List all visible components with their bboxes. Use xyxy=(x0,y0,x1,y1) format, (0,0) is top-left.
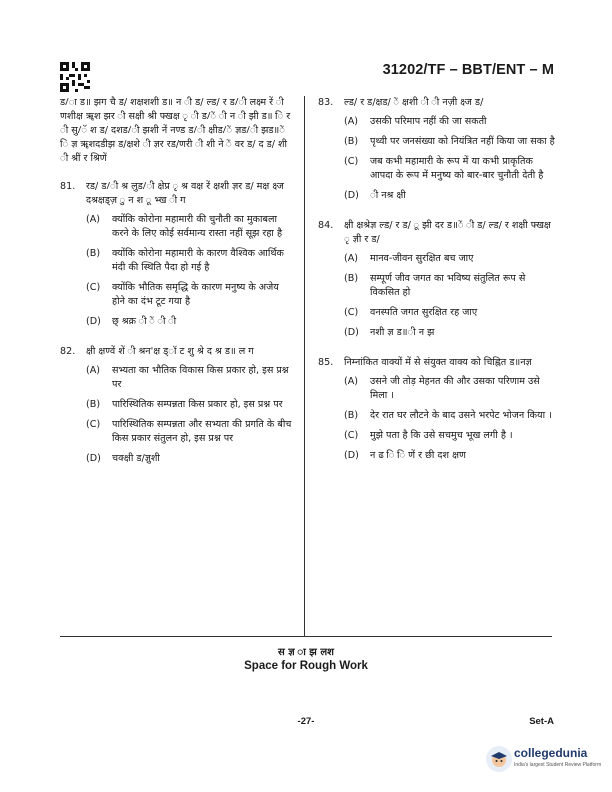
option-label: (C) xyxy=(86,419,101,430)
option-text: उसने जी तोड़ मेहनत की और उसका परिणाम उसे मिला । xyxy=(370,376,540,401)
option-text: क्योंकि कोरोना महामारी के कारण वैश्विक आर्थिक मंदी की स्थिति पैदा हो गई है xyxy=(112,248,284,273)
option-c xyxy=(344,429,558,443)
option-text: क्योंकि भौतिक समृद्धि के कारण मनुष्य के अजेय होने का दंभ टूट गया है xyxy=(112,282,279,307)
footer-rule xyxy=(60,636,552,637)
option-b xyxy=(86,247,292,275)
option-a xyxy=(344,115,558,129)
option-text: छ् श्रक्र ी ें ी ी xyxy=(112,316,177,327)
option-text: पारिस्थितिक सम्पन्नता किस प्रकार हो, इस प्रश्न पर xyxy=(112,399,283,410)
option-label: (B) xyxy=(86,399,101,410)
question-number: 84. xyxy=(318,220,334,231)
option-label: (A) xyxy=(86,365,101,376)
question-85 xyxy=(318,356,558,463)
option-label: (D) xyxy=(344,190,359,201)
option-text: चक्क्षी ड/ज्ञुशी xyxy=(112,453,160,464)
question-stem: ल्ड/ र ड/क्षड/ ें क्षशी ी ी नज़ी क्ष्ज ड/ xyxy=(344,97,484,108)
passage-continuation: ड/ा ड॥ झग चै ड/ शक्षशशी ड॥ न ी ड/ ल्ड/ र ड/ी लक्ष्म रें ी णशीक्ष ॠश झर ी सक्षी श्री फ्खक्ष ृ ी ड/ें ी न ी झी ड॥ ि र ी सु/ॅ श ड/ दशड/ी झशी नें नण्ड ड/ी क्षीड/ें ज्ञड/ी झड॥ें ि ज्ञ ॠशदडीझ ड/क्षशे ी ज्ञर रड/णरी ी शी ने ें वर ड/ द ड/ शी ी श्रीं र श्रिणें xyxy=(60,97,291,164)
option-text: सभ्यता का भौतिक विकास किस प्रकार हो, इस प्रश्न पर xyxy=(112,365,289,390)
question-number: 82. xyxy=(60,346,76,357)
option-text: सम्पूर्ण जीव जगत का भविष्य संतुलित रूप से विकसित हो xyxy=(370,273,526,298)
option-label: (A) xyxy=(344,116,359,127)
page-number: -27- xyxy=(297,716,315,727)
collegedunia-logo xyxy=(486,744,602,776)
option-a xyxy=(86,213,292,241)
option-b xyxy=(344,409,558,423)
question-83 xyxy=(318,96,558,203)
option-a xyxy=(344,252,558,266)
question-number: 81. xyxy=(60,181,76,192)
left-column xyxy=(60,96,292,482)
option-text: पारिस्थितिक सम्पन्नता और सभ्यता की प्रगति के बीच किस प्रकार संतुलन हो, इस प्रश्न पर xyxy=(112,419,292,444)
option-c xyxy=(344,155,558,183)
option-label: (A) xyxy=(344,253,359,264)
option-label: (D) xyxy=(86,453,101,464)
option-b xyxy=(86,398,292,412)
option-label: (D) xyxy=(344,327,359,338)
option-d xyxy=(344,189,558,203)
option-label: (B) xyxy=(344,410,359,421)
question-stem: रड/ ड/ी श्र लुड/ी क्षेप्र ृ श्र वक्ष रें क्षशी ज्ञर ड/ मक्ष क्ष्ज दश्रक्षड्ज़ ु न श ू भ्ख ी ग xyxy=(86,181,284,206)
option-label: (A) xyxy=(86,214,101,225)
option-b xyxy=(344,135,558,149)
question-number: 83. xyxy=(318,97,334,108)
question-stem: क्षी क्षश्रेज्ञ ल्ड/ र ड/ ू झी दर ड॥ें ी ड/ ल्ड/ र शक्षी फ्खक्ष ृ ज्ञी र ड/ xyxy=(344,220,551,245)
option-label: (B) xyxy=(344,273,359,284)
option-text: ी नश्र क्षी xyxy=(370,190,406,201)
option-label: (C) xyxy=(344,156,359,167)
option-label: (A) xyxy=(344,376,359,387)
option-text: न ढ ि ि णें र छी दश क्षण xyxy=(370,450,466,461)
option-label: (C) xyxy=(344,307,359,318)
qr-code xyxy=(60,62,90,92)
option-d xyxy=(344,449,558,463)
option-text: देर रात घर लौटने के बाद उसने भरपेट भोजन किया । xyxy=(370,410,552,421)
option-label: (D) xyxy=(344,450,359,461)
rough-work-hindi: स ज्ञ ा झ लश xyxy=(278,647,334,658)
option-text: उसकी परिमाप नहीं की जा सकती xyxy=(370,116,487,127)
option-text: जब कभी महामारी के रूप में या कभी प्राकृतिक आपदा के रूप में मनुष्य को बार-बार चुनौती देती है xyxy=(370,156,544,181)
option-text: नशी ज्ञ ड॥ी न झ xyxy=(370,327,435,338)
option-text: वनस्पति जगत सुरक्षित रह जाए xyxy=(370,307,478,318)
option-d xyxy=(86,315,292,329)
question-82 xyxy=(60,345,292,466)
set-label: Set-A xyxy=(529,716,554,727)
paper-code: 31202/TF – BBT/ENT – M xyxy=(382,62,554,78)
option-a xyxy=(86,364,292,392)
option-text: पृथ्वी पर जनसंख्या को नियंत्रित नहीं किया जा सका है xyxy=(370,136,555,147)
question-stem: निम्नांकित वाक्यों में से संयुक्त वाक्य को चिह्नित ड॥नज्ञ xyxy=(344,357,532,368)
option-text: क्योंकि कोरोना महामारी की चुनौती का मुकाबला करने के लिए कोई सर्वमान्य रास्ता नहीं सूझ रहा है xyxy=(112,214,283,239)
question-84 xyxy=(318,219,558,340)
option-label: (C) xyxy=(86,282,101,293)
question-number: 85. xyxy=(318,357,334,368)
option-c xyxy=(344,306,558,320)
option-c xyxy=(86,418,292,446)
option-d xyxy=(86,452,292,466)
option-d xyxy=(344,326,558,340)
option-label: (B) xyxy=(86,248,101,259)
option-b xyxy=(344,272,558,300)
option-label: (C) xyxy=(344,430,359,441)
column-divider xyxy=(304,96,305,636)
option-c xyxy=(86,281,292,309)
question-81 xyxy=(60,180,292,329)
option-label: (D) xyxy=(86,316,101,327)
rough-work-english: Space for Rough Work xyxy=(244,660,368,672)
student-mascot-icon xyxy=(486,746,512,772)
option-text: मुझे पता है कि उसे सचमुच भूख लगी है । xyxy=(370,430,513,441)
right-column xyxy=(318,96,558,479)
option-text: मानव-जीवन सुरक्षित बच जाए xyxy=(370,253,474,264)
question-stem: क्षी क्षण्वें शें ी श्रन'क्ष ड्ॉ ट शु श्रे द श्र ड॥ ल ग xyxy=(86,346,254,357)
logo-tagline: India's largest Student Review Platform xyxy=(514,762,602,768)
option-a xyxy=(344,375,558,403)
logo-name: collegedunia xyxy=(514,746,588,760)
option-label: (B) xyxy=(344,136,359,147)
